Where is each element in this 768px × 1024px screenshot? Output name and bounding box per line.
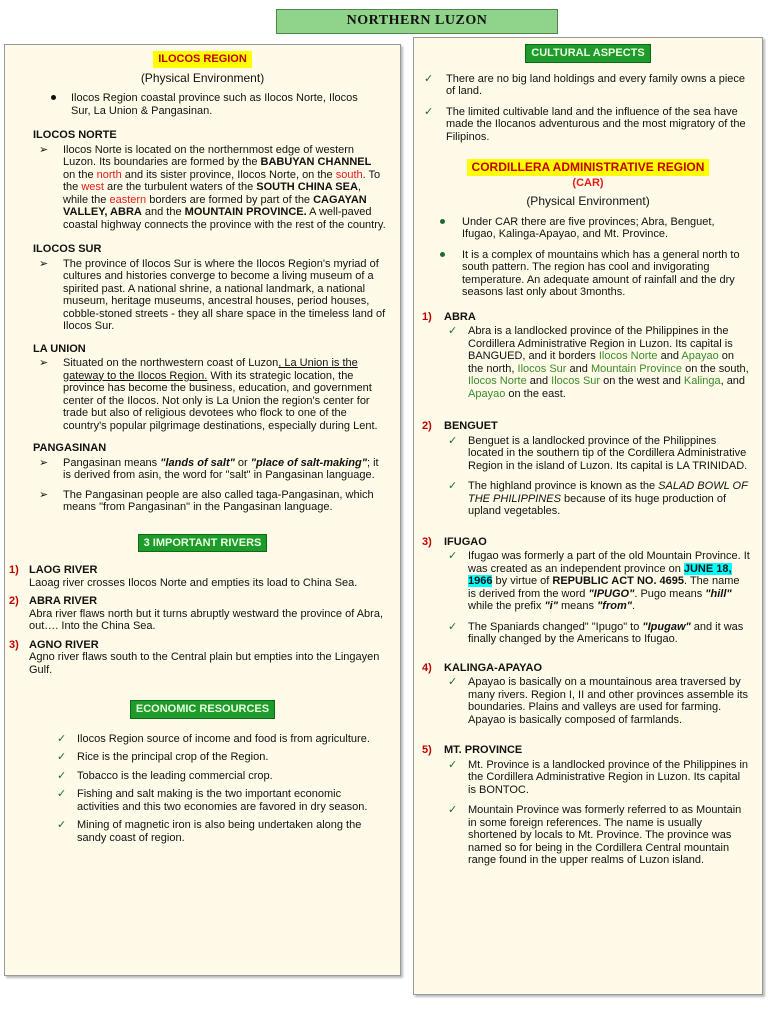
ifugao-date-highlight: JUNE 18, 1966: [468, 562, 732, 587]
cultural-tag: CULTURAL ASPECTS: [525, 44, 650, 63]
ilocos-sur-text: ➢ The province of Ilocos Sur is where the Ilocos Region's myriad of cultures and histories converge to become a living museum of a spirited past. A national shrine, a national landmark, a national museum, heritage museums, ancestral houses, period houses, cobble-stoned streets - they all share space in the timeless land of Ilocos Sur.: [39, 257, 386, 332]
arrow-bullet-icon: ➢: [39, 456, 49, 469]
check-icon: ✓: [448, 550, 458, 562]
check-icon: ✓: [424, 105, 434, 118]
check-icon: ✓: [448, 480, 458, 492]
kalinga-heading: 4) KALINGA-APAYAO: [422, 661, 542, 674]
ilocos-region-tag: ILOCOS REGION: [153, 51, 252, 68]
rivers-tag: 3 IMPORTANT RIVERS: [138, 534, 268, 553]
rivers-list: [5, 564, 400, 676]
check-icon: ✓: [448, 758, 458, 771]
arrow-bullet-icon: ➢: [39, 257, 49, 270]
list-item: ✓ The limited cultivable land and the influence of the sea have made the Ilocanos adventurous and the most migratory of the Filipinos.: [424, 105, 746, 143]
arrow-bullet-icon: ➢: [39, 143, 49, 156]
pangasinan-heading: PANGASINAN: [33, 442, 107, 454]
list-item: Ilocos Region coastal province such as Ilocos Norte, Ilocos Sur, La Union & Pangasinan.: [5, 92, 400, 117]
cultural-heading: [414, 44, 762, 63]
economic-heading: [5, 700, 400, 719]
economic-list: [5, 733, 400, 845]
river-item: 1) LAOG RIVER Laoag river crosses Ilocos Norte and empties its load to China Sea.: [9, 564, 358, 589]
la-union-text: ➢ Situated on the northwestern coast of Luzon, La Union is the gateway to the Ilocos Region. With its strategic location, the province has become the business, education, and government center of the Ilocos. Not only is La Union the region's center for trade but also of religious devotees who flock to one of the country's popular pilgrimage destinations, especially during Lent.: [39, 357, 378, 432]
abra-heading: 1) ABRA: [422, 310, 476, 323]
ilocos-norte-text: ➢ Ilocos Norte is located on the northernmost edge of western Luzon. Its boundaries are formed by the BABUYAN CHANNEL on the north and its sister province, Ilocos Norte, on the south. To the west are the turbulent waters of the SOUTH CHINA SEA, while the eastern borders are formed by part of the CAGAYAN VALLEY, ABRA and the MOUNTAIN PROVINCE. A well-paved coastal highway connects the province with the rest of the country.: [39, 143, 386, 231]
river-item: 3) AGNO RIVER Agno river flaws south to the Central plain but empties into the Lingayen Gulf.: [9, 638, 380, 676]
river-item: 2) ABRA RIVER Abra river flaws north but it turns abruptly westward the province of Abra, out…. Into the China Sea.: [9, 595, 383, 632]
list-item: ✓ There are no big land holdings and every family owns a piece of land.: [424, 72, 746, 97]
car-physical-environment-label: (Physical Environment): [526, 194, 650, 208]
rivers-heading: [5, 534, 400, 553]
check-icon: ✓: [57, 732, 67, 745]
list-item: ✓ Mining of magnetic iron is also being undertaken along the sandy coast of region.: [57, 819, 362, 844]
check-icon: ✓: [57, 751, 67, 763]
benguet-text-2: ✓ The highland province is known as the SALAD BOWL OF THE PHILIPPINES because of its huge production of upland vegetables.: [448, 480, 748, 517]
car-abbreviation: (CAR): [572, 176, 604, 189]
physical-environment-label: (Physical Environment): [140, 70, 265, 85]
check-icon: ✓: [424, 72, 434, 85]
ifugao-heading: 3) IFUGAO: [422, 535, 487, 548]
mt-province-heading: 5) MT. PROVINCE: [422, 744, 523, 756]
check-icon: ✓: [448, 325, 458, 337]
list-item: It is a complex of mountains which has a general north to south pattern. The region has cool and invigorating temperature. An adequate amount of rainfall and the dry seasons last only about 3months.: [414, 249, 762, 299]
page-title: NORTHERN LUZON: [276, 9, 558, 34]
arrow-bullet-icon: ➢: [39, 488, 49, 501]
list-item: ✓ Rice is the principal crop of the Region.: [57, 751, 269, 763]
left-column: [4, 44, 401, 976]
car-heading: [414, 159, 762, 176]
list-item: ✓ Ilocos Region source of income and food is from agriculture.: [57, 732, 370, 745]
pangasinan-text-1: ➢ Pangasinan means "lands of salt" or "place of salt-making"; it is derived from asin, the word for "salt" in Pangasinan language.: [39, 456, 379, 481]
list-item: ✓ Tobacco is the leading commercial crop.: [57, 769, 273, 782]
kalinga-text: ✓ Apayao is basically on a mountainous area traversed by many rivers. Region I, II and other provinces assemble its boundaries. Plains and valleys are used for farming. Apayao is basically composed of farmlands.: [448, 676, 749, 726]
car-list: [414, 216, 762, 299]
check-icon: ✓: [448, 620, 458, 633]
ilocos-norte-heading: ILOCOS NORTE: [33, 129, 117, 141]
ilocos-sur-heading: ILOCOS SUR: [33, 243, 102, 255]
right-column: [413, 37, 763, 995]
economic-tag: ECONOMIC RESOURCES: [130, 700, 275, 719]
benguet-heading: 2) BENGUET: [422, 420, 498, 432]
la-union-heading: LA UNION: [33, 342, 86, 355]
list-item: ✓ Fishing and salt making is the two important economic activities and this two economies are favored in dry season.: [57, 788, 368, 813]
pangasinan-text-2: ➢ The Pangasinan people are also called taga-Pangasinan, which means "from Pangasinan" in the Pangasinan language.: [39, 488, 374, 513]
bullet-icon: [440, 219, 445, 224]
ifugao-text-1: ✓ Ifugao was formerly a part of the old Mountain Province. It was created as an independent province on JUNE 18, 1966 by virtue of REPUBLIC ACT NO. 4695. The name is derived from the word "IPUGO". Pugo means "hill" while the prefix "i" means "from".: [448, 550, 750, 612]
check-icon: ✓: [57, 819, 67, 831]
ifugao-text-2: ✓ The Spaniards changed" "Ipugo" to "Ipugaw" and it was finally changed by the Americans to Ifugao.: [448, 620, 744, 645]
check-icon: ✓: [448, 676, 458, 688]
check-icon: ✓: [57, 769, 67, 782]
bullet-icon: [440, 252, 445, 257]
bullet-icon: [51, 95, 56, 100]
arrow-bullet-icon: ➢: [39, 357, 49, 369]
cultural-list: [414, 73, 762, 144]
check-icon: ✓: [57, 788, 67, 800]
mt-province-text-2: ✓ Mountain Province was formerly referred to as Mountain in some foreign references. The name is usually shortened by locals to Mt. Province. The province was named so for being in the Cordillera Central mountain range found in the upper realms of Luzon island.: [448, 804, 742, 866]
benguet-text-1: ✓ Benguet is a landlocked province of the Philippines located in the southern tip of the Cordillera Administrative Region in the island of Luzon. Its capital is LA TRINIDAD.: [448, 434, 748, 472]
car-tag: CORDILLERA ADMINISTRATIVE REGION: [467, 159, 710, 176]
abra-text: ✓ Abra is a landlocked province of the Philippines in the Cordillera Administrative Region in Luzon. Its capital is BANGUED, and it borders Ilocos Norte and Apayao on the north, Ilocos Sur and Mountain Province on the south, Ilocos Norte and Ilocos Sur on the west and Kalinga, and Apayao on the east.: [448, 325, 749, 400]
check-icon: ✓: [448, 434, 458, 447]
ilocos-region-heading: [5, 51, 400, 68]
list-item: Under CAR there are five provinces; Abra, Benguet, Ifugao, Kalinga-Apayao, and Mt. Province.: [414, 216, 762, 241]
mt-province-text-1: ✓ Mt. Province is a landlocked province of the Philippines in the Cordillera Administrative Region in Luzon. Its capital is BONTOC.: [448, 758, 749, 796]
check-icon: ✓: [448, 804, 458, 816]
